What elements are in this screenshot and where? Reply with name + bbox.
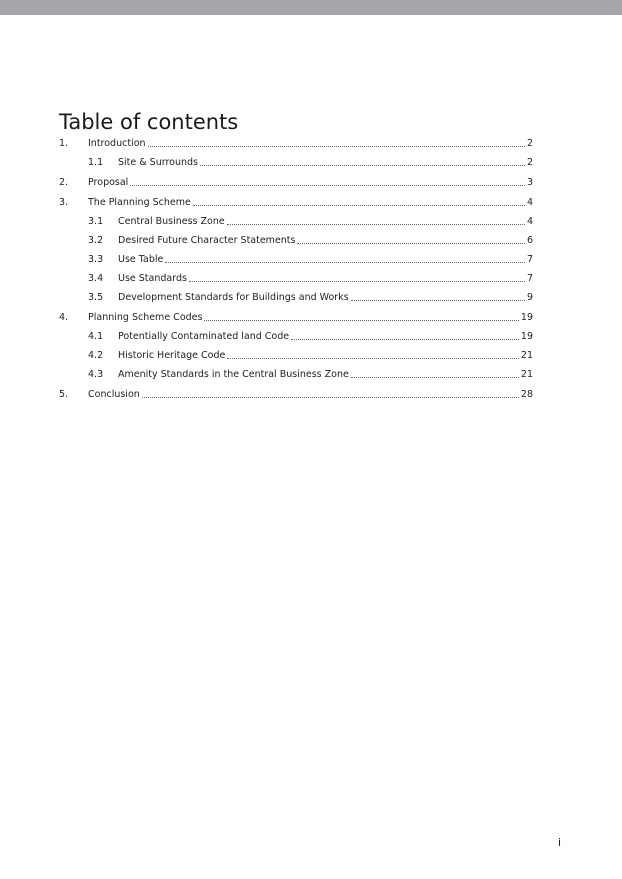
toc-entry-label: Use Table <box>118 254 164 265</box>
toc-entry-label: Introduction <box>88 138 146 149</box>
page-title: Table of contents <box>59 110 239 135</box>
toc-entry-development-standards[interactable] <box>59 292 533 304</box>
toc-entry-number: 3.2 <box>88 235 104 246</box>
toc-entry-label: Historic Heritage Code <box>118 350 226 361</box>
toc-entry-use-standards[interactable] <box>59 273 533 285</box>
toc-entry-page: 19 <box>520 331 533 342</box>
toc-entry-page: 7 <box>526 254 533 265</box>
toc-entry-page: 2 <box>526 138 533 149</box>
toc-entry-label: Site & Surrounds <box>118 157 199 168</box>
toc-entry-planning-scheme-codes[interactable] <box>59 312 533 324</box>
toc-entry-number: 3.4 <box>88 273 104 284</box>
toc-dot-leader <box>227 224 525 225</box>
toc-entry-page: 2 <box>526 157 533 168</box>
toc-entry-label: Proposal <box>88 177 129 188</box>
toc-dot-leader <box>200 165 525 166</box>
toc-dot-leader <box>165 262 525 263</box>
toc-entry-page: 7 <box>526 273 533 284</box>
toc-entry-page: 3 <box>526 177 533 188</box>
toc-entry-contaminated-land-code[interactable] <box>59 331 533 343</box>
toc-entry-use-table[interactable] <box>59 254 533 266</box>
toc-dot-leader <box>142 397 519 398</box>
toc-entry-conclusion[interactable] <box>59 389 533 401</box>
toc-dot-leader <box>227 358 519 359</box>
toc-entry-number: 3.3 <box>88 254 104 265</box>
toc-entry-label: Conclusion <box>88 389 140 400</box>
toc-entry-central-business-zone[interactable] <box>59 216 533 228</box>
page-number: i <box>558 836 562 849</box>
toc-entry-historic-heritage-code[interactable] <box>59 350 533 362</box>
toc-entry-label: Use Standards <box>118 273 187 284</box>
toc-entry-page: 28 <box>520 389 533 400</box>
toc-entry-page: 21 <box>520 369 533 380</box>
toc-entry-label: Development Standards for Buildings and Works <box>118 292 349 303</box>
toc-dot-leader <box>130 185 525 186</box>
toc-entry-page: 4 <box>526 197 533 208</box>
toc-entry-page: 6 <box>526 235 533 246</box>
toc-entry-number: 2. <box>59 177 69 188</box>
toc-entry-number: 1. <box>59 138 69 149</box>
toc-entry-label: Planning Scheme Codes <box>88 312 203 323</box>
toc-entry-label: Amenity Standards in the Central Business Zone <box>118 369 349 380</box>
toc-dot-leader <box>297 243 524 244</box>
toc-entry-label: Central Business Zone <box>118 216 225 227</box>
toc-entry-label: Potentially Contaminated land Code <box>118 331 290 342</box>
toc-entry-number: 4.2 <box>88 350 104 361</box>
toc-dot-leader <box>351 300 525 301</box>
toc-entry-site-surrounds[interactable] <box>59 157 533 169</box>
toc-entry-number: 3.5 <box>88 292 104 303</box>
toc-entry-proposal[interactable] <box>59 177 533 189</box>
toc-entry-label: The Planning Scheme <box>88 197 191 208</box>
toc-entry-number: 5. <box>59 389 69 400</box>
toc-entry-page: 9 <box>526 292 533 303</box>
toc-entry-number: 4.1 <box>88 331 104 342</box>
toc-dot-leader <box>204 320 518 321</box>
toc-entry-number: 4.3 <box>88 369 104 380</box>
toc-entry-label: Desired Future Character Statements <box>118 235 296 246</box>
toc-entry-planning-scheme[interactable] <box>59 197 533 209</box>
toc-dot-leader <box>291 339 519 340</box>
toc-entry-page: 21 <box>520 350 533 361</box>
toc-dot-leader <box>351 377 519 378</box>
toc-dot-leader <box>193 205 525 206</box>
header-band <box>0 0 622 15</box>
toc-entry-number: 3. <box>59 197 69 208</box>
toc-entry-number: 1.1 <box>88 157 104 168</box>
toc-dot-leader <box>148 146 525 147</box>
toc-dot-leader <box>189 281 525 282</box>
toc-entry-page: 4 <box>526 216 533 227</box>
toc-entry-desired-future-character[interactable] <box>59 235 533 247</box>
toc-entry-page: 19 <box>520 312 533 323</box>
toc-entry-amenity-standards[interactable] <box>59 369 533 381</box>
toc-entry-introduction[interactable] <box>59 138 533 150</box>
toc-entry-number: 3.1 <box>88 216 104 227</box>
toc-list <box>59 134 533 401</box>
toc-entry-number: 4. <box>59 312 69 323</box>
